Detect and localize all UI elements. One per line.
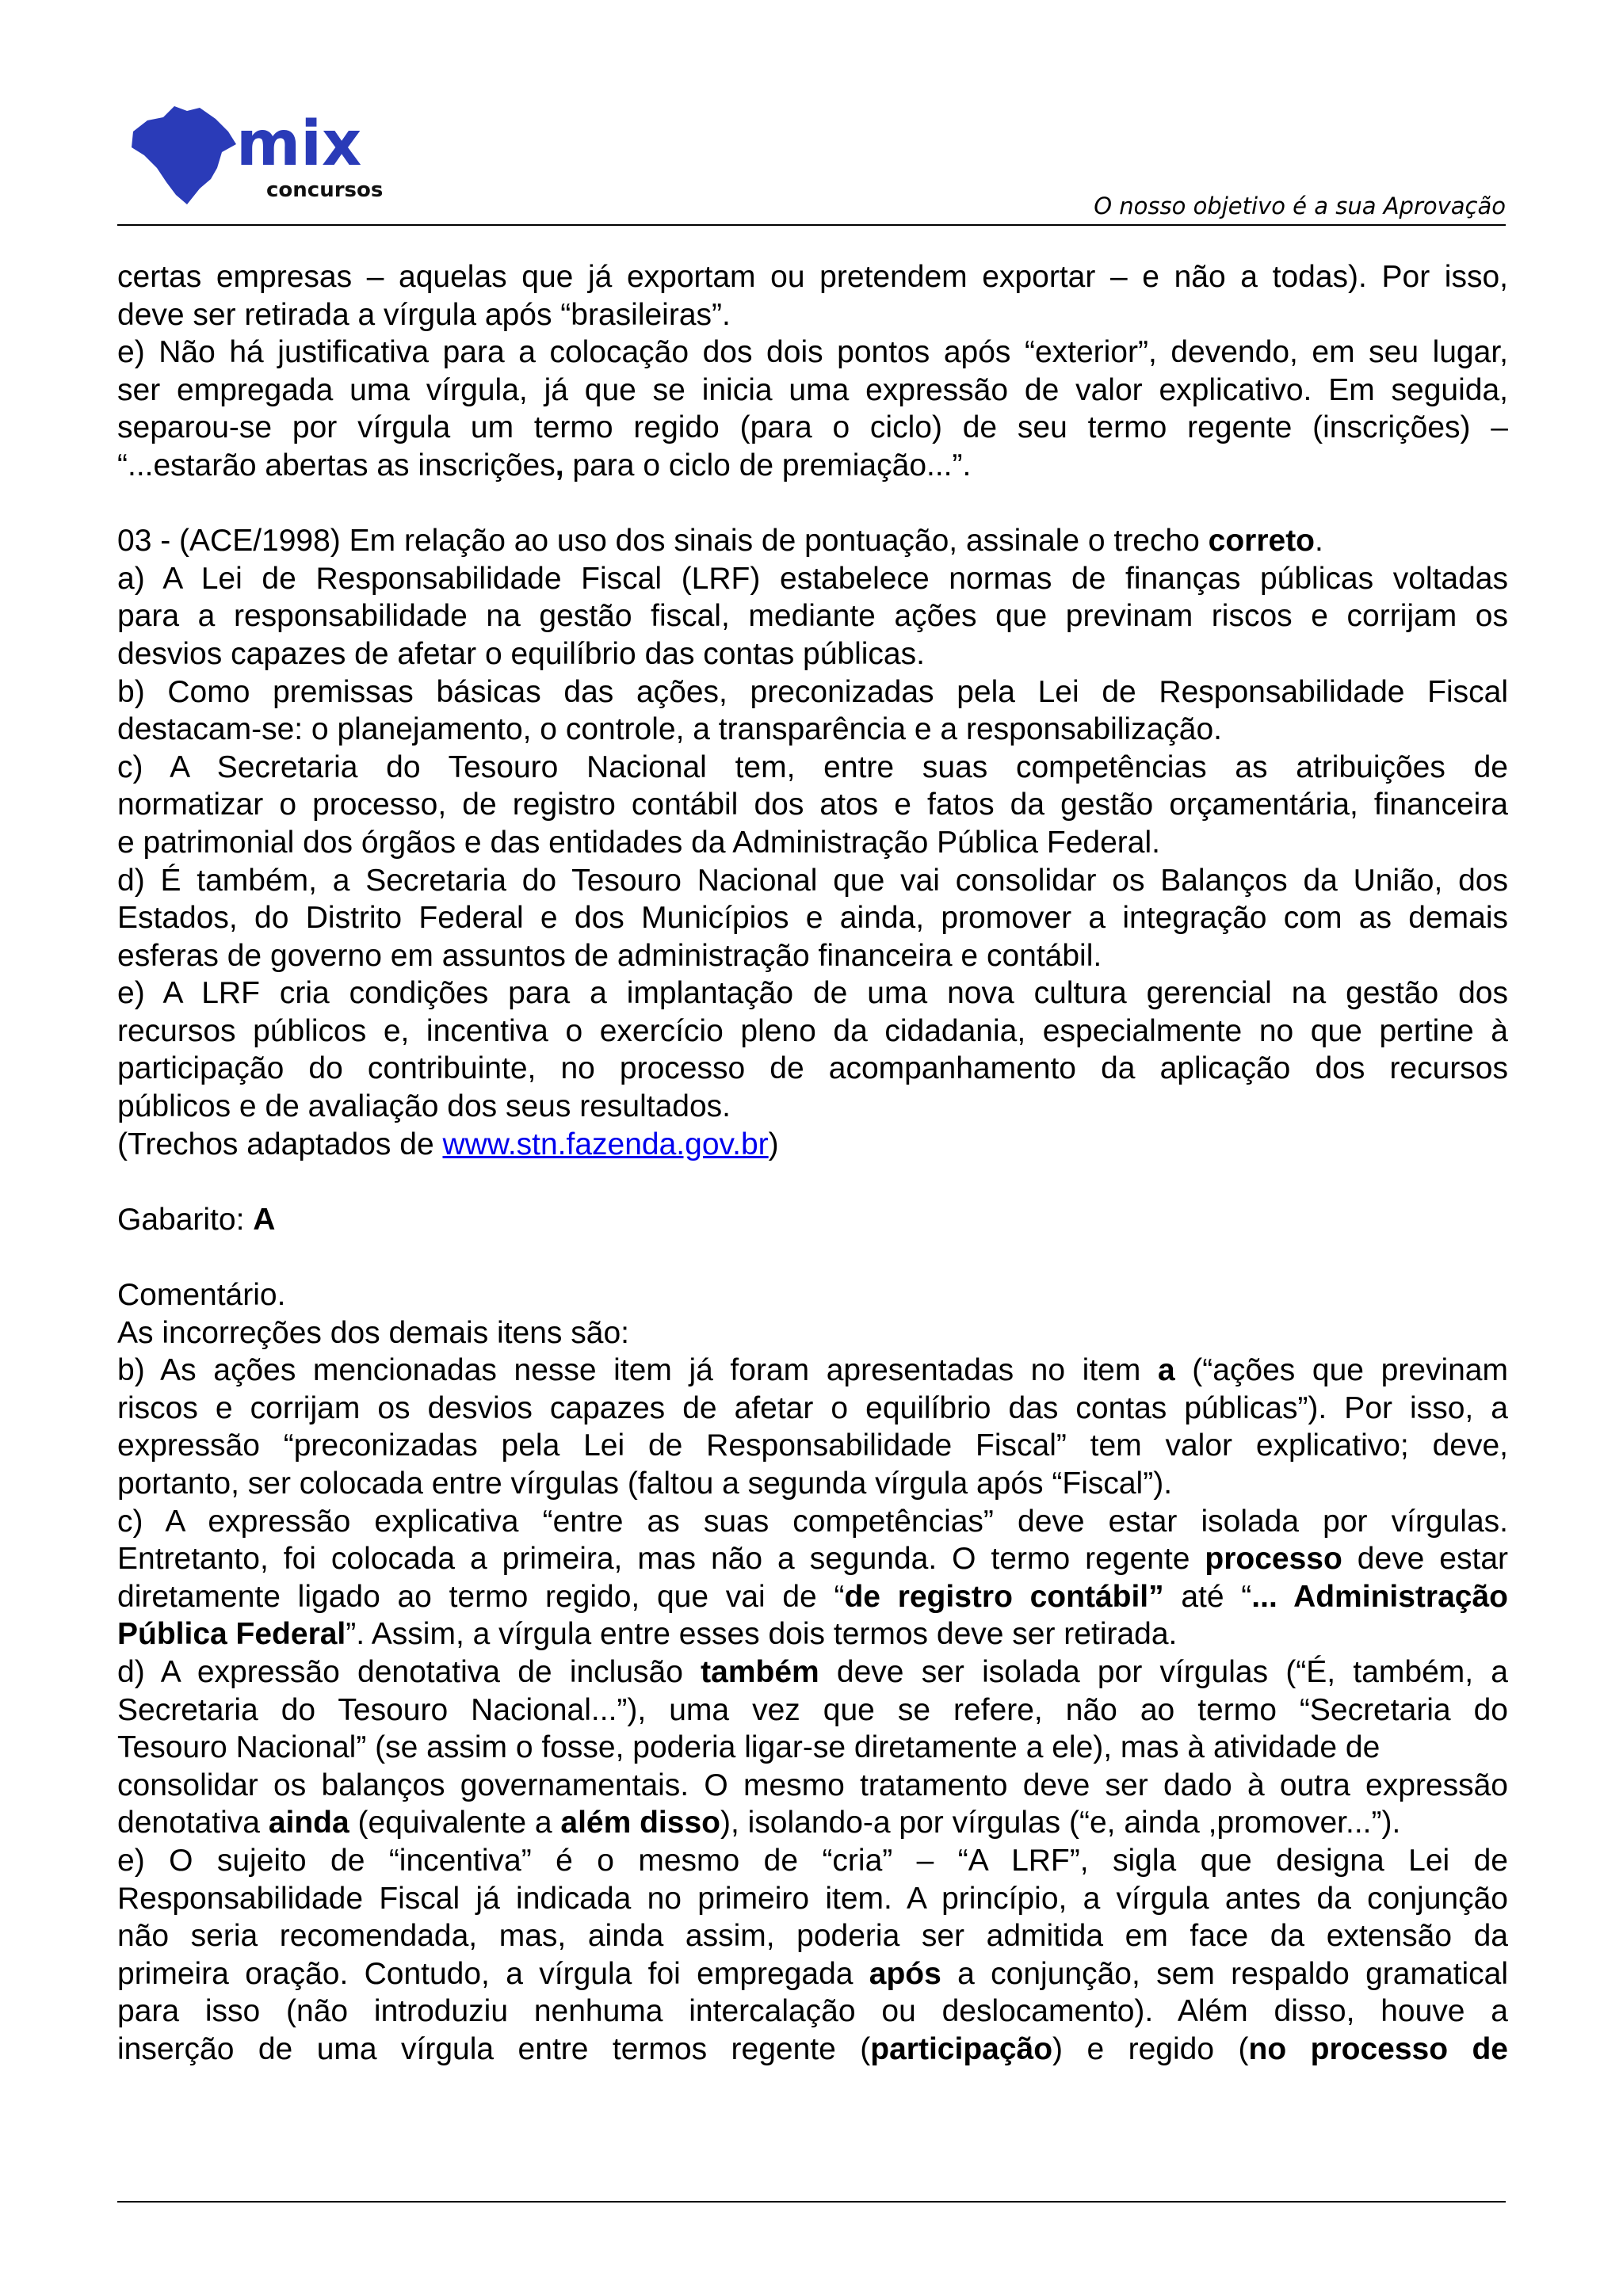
source-line: (Trechos adaptados de www.stn.fazenda.gov.br) xyxy=(117,1127,779,1161)
option-a-line: desvios capazes de afetar o equilíbrio das contas públicas. xyxy=(117,636,925,671)
comment-e-line: primeira oração. Contudo, a vírgula foi empregada após a conjunção, sem respaldo gramatical xyxy=(117,1956,1508,1991)
text-line: ser empregada uma vírgula, já que se inicia uma expressão de valor explicativo. Em seguida, xyxy=(117,372,1508,407)
comment-b-line: portanto, ser colocada entre vírgulas (faltou a segunda vírgula após “Fiscal”). xyxy=(117,1466,1173,1501)
comment-e-line: não seria recomendada, mas, ainda assim, poderia ser admitida em face da extensão da xyxy=(117,1919,1508,1954)
comment-d-line: denotativa ainda (equivalente a além disso), isolando-a por vírgulas (“e, ainda ,promover...”). xyxy=(117,1806,1401,1840)
option-e-line: participação do contribuinte, no processo de acompanhamento da aplicação dos recursos xyxy=(117,1051,1508,1086)
page-content xyxy=(117,258,1508,2069)
option-e-line: recursos públicos e, incentiva o exercício pleno da cidadania, especialmente no que pertine à xyxy=(117,1013,1508,1048)
answer-value: A xyxy=(253,1202,276,1237)
text-line: “...estarão abertas as inscrições, para o ciclo de premiação...”. xyxy=(117,448,972,482)
comment-d-line: Tesouro Nacional” (se assim o fosse, poderia ligar-se diretamente a ele), mas à atividade de xyxy=(117,1730,1381,1765)
mix-concursos-logo xyxy=(117,100,418,219)
option-e-line: e) A LRF cria condições para a implantação de uma nova cultura gerencial na gestão dos xyxy=(117,976,1508,1011)
comment-d-line: Secretaria do Tesouro Nacional...”), uma vez que se refere, não ao termo “Secretaria do xyxy=(117,1692,1508,1727)
comment-c-line: Entretanto, foi colocada a primeira, mas não a segunda. O termo regente processo deve estar xyxy=(117,1542,1508,1577)
comment-c-line: c) A expressão explicativa “entre as suas competências” deve estar isolada por vírgulas. xyxy=(117,1504,1508,1539)
text-line: certas empresas – aquelas que já exportam ou pretendem exportar – e não a todas). Por isso, xyxy=(117,260,1508,294)
option-c-line: normatizar o processo, de registro contábil dos atos e fatos da gestão orçamentária, financeira xyxy=(117,788,1508,822)
comment-title: Comentário. xyxy=(117,1278,286,1313)
comment-d-line: d) A expressão denotativa de inclusão também deve ser isolada por vírgulas (“É, também, a xyxy=(117,1654,1509,1689)
comment-c-line: diretamente ligado ao termo regido, que vai de “de registro contábil” até “... Administração xyxy=(117,1579,1508,1614)
logo-word: mix xyxy=(236,109,362,180)
footer-divider xyxy=(117,2201,1506,2203)
text-line: e) Não há justificativa para a colocação dos dois pontos após “exterior”, devendo, em seu lugar, xyxy=(117,335,1508,370)
option-b-line: destacam-se: o planejamento, o controle, a transparência e a responsabilização. xyxy=(117,712,1222,747)
text-line: deve ser retirada a vírgula após “brasileiras”. xyxy=(117,297,731,332)
option-a-line: para a responsabilidade na gestão fiscal, mediante ações que previnam riscos e corrijam os xyxy=(117,599,1508,634)
question-heading: 03 - (ACE/1998) Em relação ao uso dos sinais de pontuação, assinale o trecho correto. xyxy=(117,524,1323,559)
option-c-line: c) A Secretaria do Tesouro Nacional tem, entre suas competências as atribuições de xyxy=(117,749,1508,784)
option-a-line: a) A Lei de Responsabilidade Fiscal (LRF) estabelece normas de finanças públicas voltadas xyxy=(117,561,1508,596)
comment-b-line: b) As ações mencionadas nesse item já foram apresentadas no item a (“ações que previnam xyxy=(117,1353,1508,1388)
comment-c-line: Pública Federal”. Assim, a vírgula entre esses dois termos deve ser retirada. xyxy=(117,1617,1178,1652)
brazil-map-logo-icon xyxy=(117,100,418,219)
comment-e-line: inserção de uma vírgula entre termos regente (participação) e regido (no processo de xyxy=(117,2031,1508,2066)
comment-intro: As incorreções dos demais itens são: xyxy=(117,1315,629,1350)
option-c-line: e patrimonial dos órgãos e das entidades da Administração Pública Federal. xyxy=(117,825,1160,860)
comment-d-line: consolidar os balanços governamentais. O mesmo tratamento deve ser dado à outra expressão xyxy=(117,1768,1508,1802)
comment-e-line: para isso (não introduziu nenhuma intercalação ou deslocamento). Além disso, houve a xyxy=(117,1994,1508,2029)
header-divider xyxy=(117,224,1506,226)
option-d-line: d) É também, a Secretaria do Tesouro Nacional que vai consolidar os Balanços da União, dos xyxy=(117,863,1508,898)
comment-e-line: Responsabilidade Fiscal já indicada no primeiro item. A princípio, a vírgula antes da conjunção xyxy=(117,1881,1508,1916)
option-e-line: públicos e de avaliação dos seus resultados. xyxy=(117,1089,731,1124)
comment-b-line: expressão “preconizadas pela Lei de Responsabilidade Fiscal” tem valor explicativo; deve, xyxy=(117,1428,1508,1463)
header-tagline: O nosso objetivo é a sua Aprovação xyxy=(1094,193,1506,219)
comment-b-line: riscos e corrijam os desvios capazes de afetar o equilíbrio das contas públicas”). Por isso, a xyxy=(117,1390,1508,1425)
text-line: separou-se por vírgula um termo regido (para o ciclo) de seu termo regente (inscrições) – xyxy=(117,410,1508,445)
option-d-line: Estados, do Distrito Federal e dos Municípios e ainda, promover a integração com as demais xyxy=(117,901,1508,936)
answer-key: Gabarito: A xyxy=(117,1202,276,1237)
comment-e-line: e) O sujeito de “incentiva” é o mesmo de “cria” – “A LRF”, sigla que designa Lei de xyxy=(117,1843,1508,1878)
option-d-line: esferas de governo em assuntos de administração financeira e contábil. xyxy=(117,938,1102,973)
option-b-line: b) Como premissas básicas das ações, preconizadas pela Lei de Responsabilidade Fiscal xyxy=(117,674,1508,709)
source-link[interactable]: www.stn.fazenda.gov.br xyxy=(442,1127,769,1161)
logo-subword: concursos xyxy=(266,178,384,202)
